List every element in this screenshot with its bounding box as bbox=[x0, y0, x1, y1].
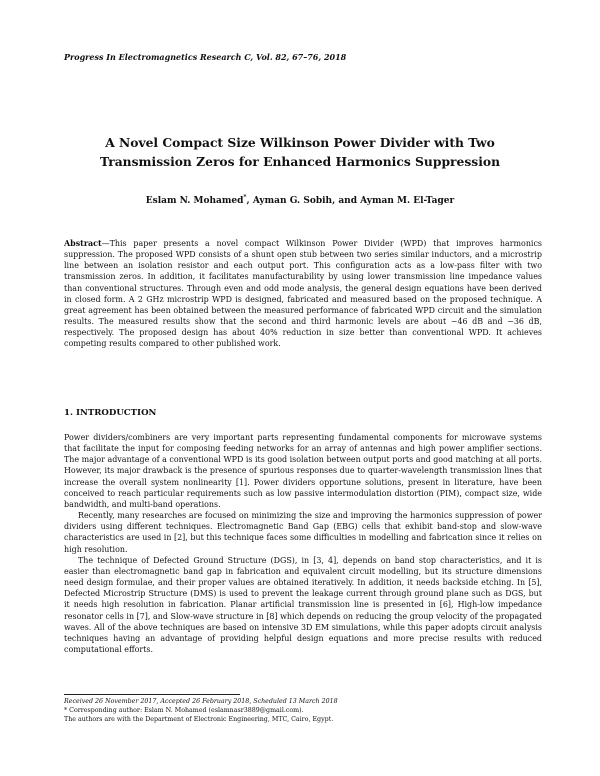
abstract-label: Abstract bbox=[64, 239, 102, 248]
corresponding-author-note: * Corresponding author: Eslam N. Mohamed (eslamnasr3889@gmail.com). bbox=[64, 707, 304, 714]
paragraph: Power dividers/combiners are very important parts representing fundamental components for microwave systems that facilitate the input for composing feeding networks for an array of antennas and high power amplifier sections. The major advantage of a conventional WPD is its good isolation between output ports and good matching at all ports. However, its major drawback is the presence of spurious responses due to quarter-wavelength transmission lines that increase the overall system nonlinearity [1]. Power dividers opportune solutions, present in literature, have been conceived to reach particular requirements such as low passive intermodulation distortion (PIM), compact size, wide bandwidth, and multi-band operations. bbox=[64, 433, 542, 509]
footnotes bbox=[64, 697, 542, 724]
first-author: Eslam N. Mohamed bbox=[145, 196, 244, 206]
affiliation-note: The authors are with the Department of Electronic Engineering, MTC, Cairo, Egypt. bbox=[64, 716, 334, 723]
other-authors: , Ayman G. Sobih, and Ayman M. El-Tager bbox=[246, 196, 455, 206]
paragraph: The technique of Defected Ground Structure (DGS), in [3, 4], depends on band stop characteristics, and it is easier than electromagnetic band gap in fabrication and equivalent circuit modelling, but its structure dimensions need design formulae, and their proper values are obtained iteratively. In addition, it needs backside etching. In [5], Defected Microstrip Structure (DMS) is used to prevent the leakage current through ground plane such as DGS, but it needs high resolution in fabrication. Planar artificial transmission line is presented in [6], High-low impedance resonator cells in [7], and Slow-wave structure in [8] which depends on reducing the group velocity of the propagated waves. All of the above techniques are based on intensive 3D EM simulations, while this paper adopts circuit analysis techniques having an advantage of providing helpful design equations and more precise results with reduced computational efforts. bbox=[64, 555, 542, 654]
author-list bbox=[80, 194, 520, 206]
received-dates: Received 26 November 2017, Accepted 26 February 2018, Scheduled 13 March 2018 bbox=[64, 698, 338, 705]
corresponding-author-mark: * bbox=[243, 194, 247, 201]
section-heading: 1. INTRODUCTION bbox=[64, 408, 157, 418]
introduction-body bbox=[64, 432, 542, 655]
abstract bbox=[64, 238, 542, 350]
footnote-divider bbox=[64, 694, 240, 695]
journal-header: Progress In Electromagnetics Research C, Vol. 82, 67–76, 2018 bbox=[64, 52, 347, 62]
paper-title: A Novel Compact Size Wilkinson Power Divider with Two Transmission Zeros for Enhanced Harmonics Suppression bbox=[99, 135, 501, 169]
paragraph: Recently, many researches are focused on minimizing the size and improving the harmonics suppression of power dividers using different techniques. Electromagnetic Band Gap (EBG) cells that exhibit band-stop and slow-wave characteristics are used in [2], but this technique faces some difficulties in modelling and fabrication since it relies on high resolution. bbox=[64, 511, 542, 554]
abstract-text: —This paper presents a novel compact Wilkinson Power Divider (WPD) that improves harmonics suppression. The proposed WPD consists of a shunt open stub between two series similar inductors, and a microstrip line between an isolation resistor and each output port. This configuration acts as a low-pass filter with two transmission zeros. In addition, it facilitates manufacturability by using lower transmission line impedance values than conventional structures. Through even and odd mode analysis, the general design equations have been derived in closed form. A 2 GHz microstrip WPD is designed, fabricated and measured based on the proposed technique. A great agreement has been obtained between the measured performance of fabricated WPD circuit and the simulation results. The measured results show that the second and third harmonic levels are about −46 dB and −36 dB, respectively. The proposed design has about 40% reduction in size better than conventional WPD. It achieves competing results compared to other published work. bbox=[64, 239, 542, 349]
